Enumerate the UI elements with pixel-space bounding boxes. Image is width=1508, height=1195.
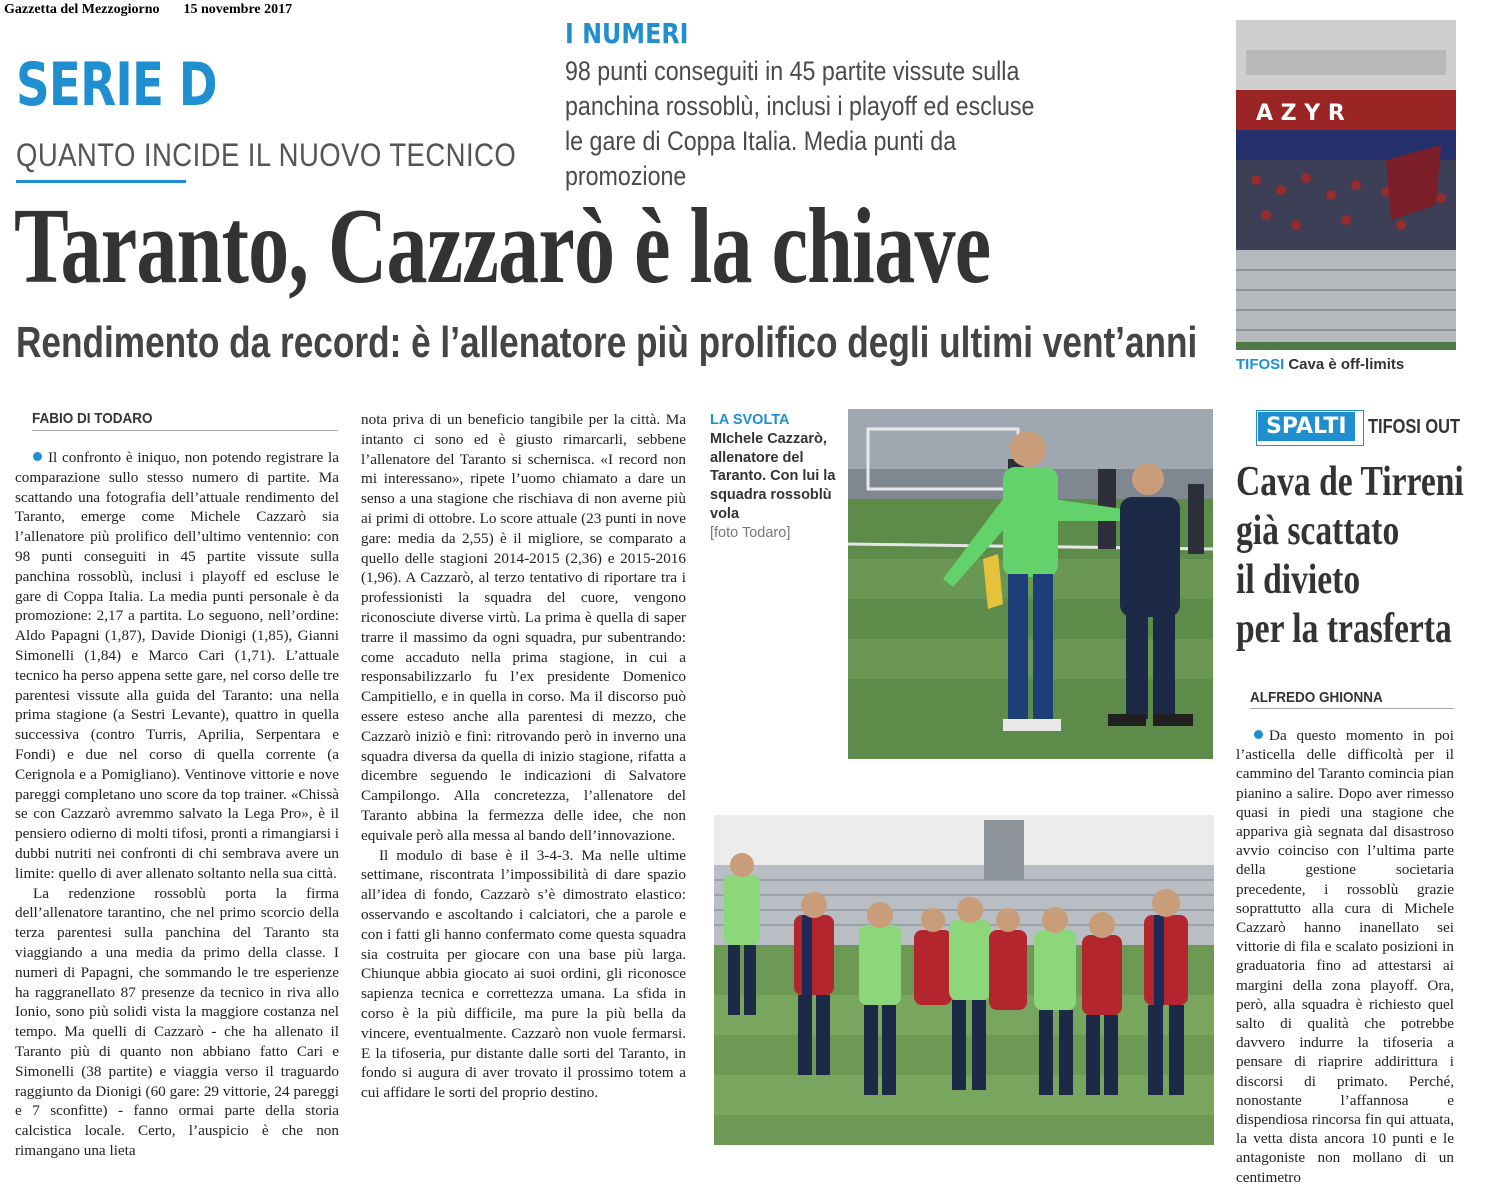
newspaper-name: Gazzetta del Mezzogiorno bbox=[4, 2, 160, 17]
bullet-dot-icon bbox=[1254, 730, 1263, 739]
photo-credit: [foto Todaro] bbox=[710, 524, 791, 541]
byline: FABIO DI TODARO bbox=[32, 410, 153, 427]
paragraph: Il modulo di base è il 3-4-3. Ma nelle ultime settimane, riscontrata l’impossibilità di dare spazio all’idea di fondo, Cazzarò s’è dimostrato elastico: osservando e ascoltando i calciatori, che a parole e con i fatti gli hanno confermato come questa squadra sia costruita per giocare con una base più larga. Chiunque abbia giocato ai suoi ordini, gli riconosce sapienza tecnica e correttezza umana. La sfida in corso è la più difficile, ma pure la più bella da vincere, eventualmente. Cazzarò non vuole fermarsi. E la tifoseria, pur distante dalle sorti del Taranto, in fondo si augura di aver trovato il prossimo totem a cui affidare le sorti del proprio destino. bbox=[361, 846, 686, 1102]
headline: Taranto, Cazzarò è la chiave bbox=[14, 187, 991, 306]
team-photo bbox=[714, 815, 1214, 1145]
paragraph: Il confronto è iniquo, non potendo registrare la comparazione sullo stesso numero di partite. Ma scattando una fotografia dell’attuale rendimento del Taranto, emerge come Michele Cazzarò sia l’allenatore più prolifico dell’ultimo ventennio: con 98 punti conseguiti in 45 partite vissute sulla panchina rossoblù, inclusi i playoff ed escluse le gare di Coppa Italia. La media punti personale è da promozione: 2,17 a partita. Lo seguono, nell’ordine: Aldo Papagni (1,87), Davide Dionigi (1,85), Gianni Simonelli (1,84) e Marco Cari (1,71). L’attuale tecnico ha perso appena sette gare, nel corso delle tre parentesi vissute alla guida del Taranto: una nella prima stagione (a Sestri Levante), quattro in quella successiva (contro Turris, Aprilia, Serpentara e Fondi) e due nel corso di quella corrente (a Cerignola e a Pomigliano). Ventinove vittorie e nove pareggi completano uno score da top trainer. «Chissà se con Cazzarò avremmo salvato la Lega Pro», è il pensiero odierno di molti tifosi, pronti a rimangiarsi i dubbi nutriti nei confronti di chi sembrava avere un limite: quello di aver allenato soltanto nella sua città. bbox=[15, 449, 339, 882]
section-label: SERIE D bbox=[16, 50, 217, 120]
sidebar-title-line: Cava de Tirreni bbox=[1236, 459, 1464, 505]
sidebar-byline-rule bbox=[1250, 708, 1454, 709]
paragraph: nota priva di un beneficio tangibile per la città. Ma intanto ci sono ed è giusto rimarcarli, sebbene l’allenatore del Taranto si schernisca. «I record non mi interessano», ripete l’uomo chiamato a dare un senso a una stagione che rischiava di non averne più ai primi di ottobre. Lo score attuale (23 punti in nove gare: media da 2,55) è il migliore, se comparato a quello delle stagioni 2014-2015 (2,36) e 2015-2016 (1,96). A Cazzarò, al terzo tentativo di riportare tra i professionisti la squadra del cuore, vengono riconosciute diverse virtù. La prima è quella di saper trarre il massimo da ogni squadra, pur subentrando: come accaduto nella prima stagione, in cui a responsabilizzarlo fu l’ex presidente Domenico Campitiello, e in quella in corso. Ma il discorso può essere esteso anche alla parentesi di mezzo, che Cazzarò iniziò e finì: ritrovando però in inverno una squadra diversa da quella di inizio stagione, rifatta a dicembre seguendo le indicazioni di Salvatore Campilongo. Alla concretezza, l’allenatore del Taranto abbina la fermezza delle idee, che non equivale però alla messa al bando dell’innovazione. bbox=[361, 411, 686, 844]
fans-photo-image bbox=[1236, 20, 1456, 350]
bullet-dot-icon bbox=[33, 452, 42, 461]
kicker-rule bbox=[16, 180, 186, 183]
fans-caption-tag: TIFOSI bbox=[1236, 356, 1285, 373]
coach-photo-image bbox=[848, 409, 1213, 759]
article-column-1 bbox=[15, 448, 339, 1161]
fans-caption-text: Cava è off-limits bbox=[1288, 356, 1405, 373]
numbers-title: I NUMERI bbox=[565, 17, 689, 50]
team-photo-image bbox=[714, 815, 1214, 1145]
sidebar-article bbox=[1236, 726, 1454, 1187]
sidebar-title bbox=[1236, 458, 1464, 654]
svg-text:A Z Y R: A Z Y R bbox=[1256, 101, 1345, 126]
sidebar-byline: ALFREDO GHIONNA bbox=[1250, 689, 1383, 706]
sidebar-subtag: TIFOSI OUT bbox=[1368, 416, 1461, 438]
caption-text: MIchele Cazzarò, allenatore del Taranto. Con lui la squadra rossoblù vola bbox=[710, 430, 836, 522]
sidebar-title-line: per la trasferta bbox=[1236, 606, 1452, 652]
fans-caption bbox=[1236, 356, 1404, 373]
sidebar-title-line: il divieto bbox=[1236, 557, 1361, 603]
numbers-text: 98 punti conseguiti in 45 partite vissute sulla panchina rossoblù, inclusi i playoff ed escluse le gare di Coppa Italia. Media punti da promozione bbox=[565, 56, 1035, 191]
photo-caption bbox=[710, 411, 840, 543]
fans-photo bbox=[1236, 20, 1456, 350]
coach-photo bbox=[848, 409, 1213, 759]
subheadline: Rendimento da record: è l’allenatore più prolifico degli ultimi vent’anni bbox=[16, 318, 1198, 367]
caption-tag: LA SVOLTA bbox=[710, 412, 790, 428]
byline-rule bbox=[32, 430, 338, 431]
paragraph: Da questo momento in poi l’asticella delle difficoltà per il cammino del Taranto comincia pian pianino a salire. Dopo aver rimesso quasi in piedi una stagione che appariva già segnata dal disastroso avvio coinciso con l’ultima parte della gestione societaria precedente, i rossoblù grazie soprattutto alla cura di Michele Cazzarò hanno inanellato sei vittorie di fila e scalato posizioni in graduatoria fino ad attestarsi ai margini della zona playoff. Ora, però, alla squadra è richiesto quel salto di qualità che potrebbe davvero indurre la tifoseria a pensare di riaprire addirittura i discorsi di primato. Perché, nonostante l’affannosa e dispendiosa rincorsa fin qui attuata, la vetta dista ancora 10 punti e le antagoniste non mollano di un centimetro bbox=[1236, 727, 1454, 1186]
kicker: QUANTO INCIDE IL NUOVO TECNICO bbox=[16, 137, 517, 173]
paragraph: La redenzione rossoblù porta la firma dell’allenatore tarantino, che nel primo scorcio della terza parentesi sulla panchina del Taranto sta viaggiando a una media da primo della classe. I numeri di Papagni, che sommando le tre esperienze ha raggranellato 87 presenze da tecnico in riva allo Ionio, sono più solidi vista la maggiore costanza nel tempo. Ma quelli di Cazzarò - che ha allenato il Taranto più di quanto non abbiano fatto Cari e Simonelli (38 partite) e viaggia verso il traguardo raggiunto da Dionigi (60 gare: 29 vittorie, 24 pareggi e 7 sconfitte) - fanno ormai parte della storia calcistica locale. Certo, l’auspicio è che non rimangano una lieta bbox=[15, 884, 339, 1159]
article-column-2 bbox=[361, 410, 686, 1103]
sidebar-title-line: già scattato bbox=[1236, 508, 1400, 554]
source-line bbox=[4, 2, 292, 18]
issue-date: 15 novembre 2017 bbox=[183, 2, 293, 17]
sidebar-tag: SPALTI bbox=[1258, 412, 1355, 441]
